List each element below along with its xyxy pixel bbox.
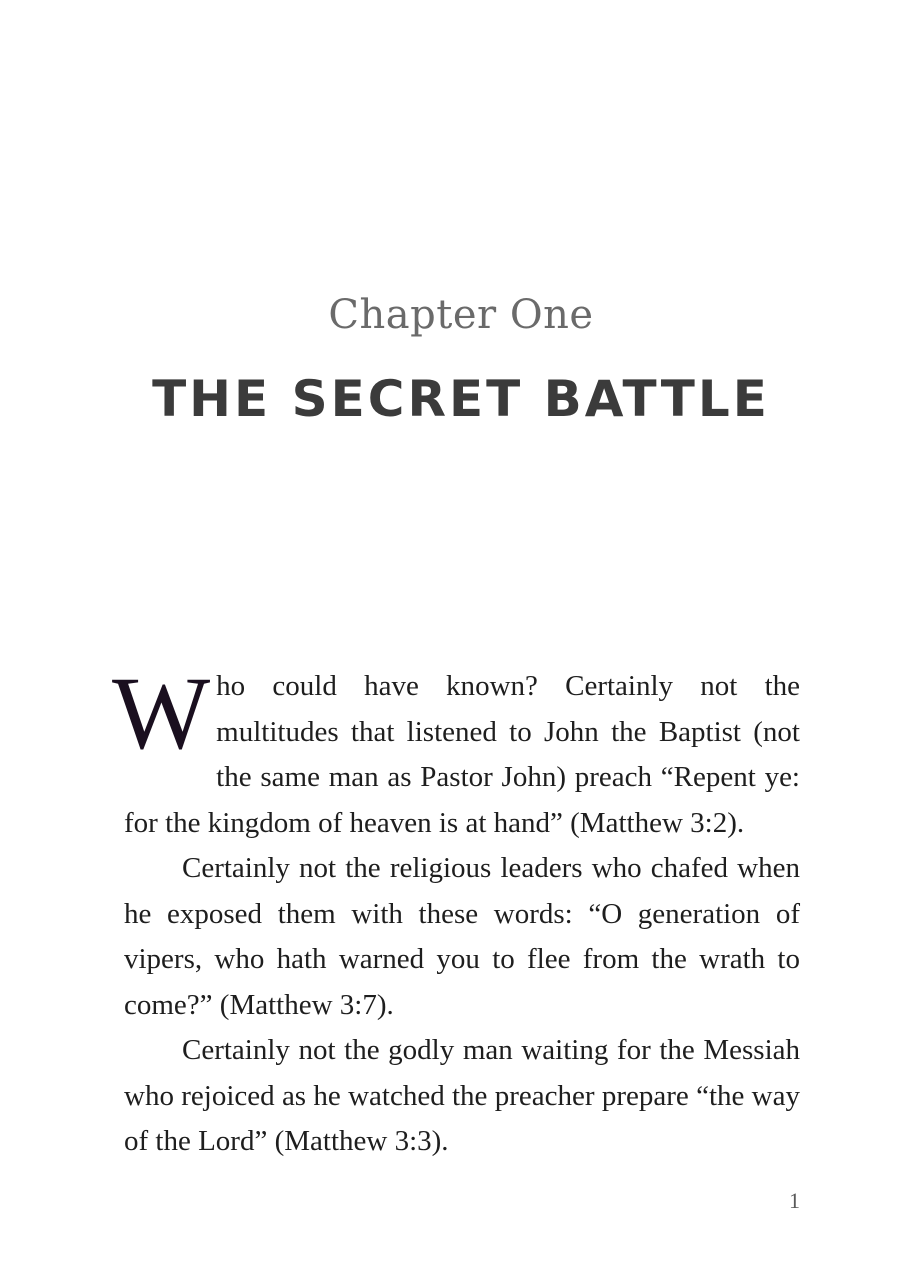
paragraph-1-text: ho could have known? Certainly not the multitudes that listened to John the Baptist (not the same man as Pastor John) preach “Repent ye: for the kingdom of heaven is at hand” (Matthew 3:2). [124,670,800,839]
paragraph-2: Certainly not the religious leaders who chafed when he exposed them with these words: “O generation of vipers, who hath warned you to flee from the wrath to come?” (Matthew 3:7). [124,852,800,1021]
drop-cap: W [112,656,211,771]
paragraph-1 [112,656,800,846]
chapter-title: THE SECRET BATTLE [152,370,770,428]
chapter-body [112,656,800,1165]
chapter-label: Chapter One [328,292,594,338]
paragraph-3: Certainly not the godly man waiting for the Messiah who rejoiced as he watched the preacher prepare “the way of the Lord” (Matthew 3:3). [124,1034,800,1157]
page-number: 1 [789,1188,800,1213]
